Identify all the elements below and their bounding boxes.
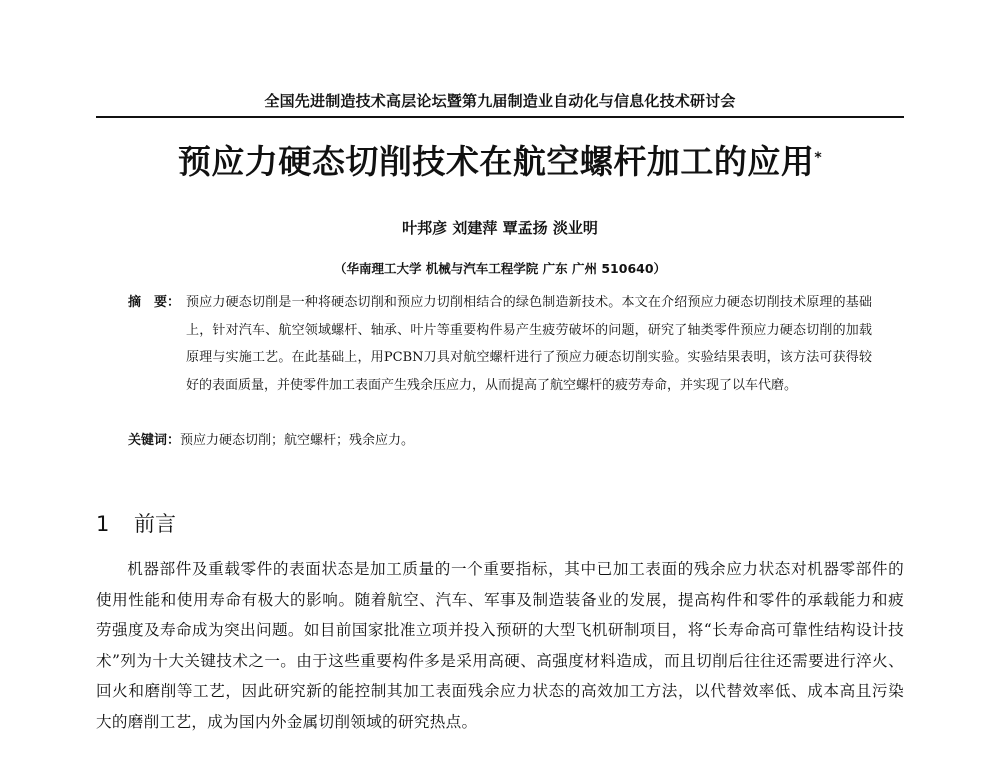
- abstract-text: 预应力硬态切削是一种将硬态切削和预应力切削相结合的绿色制造新技术。本文在介绍预应力硬态切削技术原理的基础上，针对汽车、航空领域螺杆、轴承、叶片等重要构件易产生疲劳破坏的问题，研究了轴类零件预应力硬态切削的加载原理与实施工艺。在此基础上，用PCBN刀具对航空螺杆进行了预应力硬态切削实验。实验结果表明，该方法可获得较好的表面质量，并使零件加工表面产生残余压应力，从而提高了航空螺杆的疲劳寿命，并实现了以车代磨。: [186, 295, 872, 393]
- running-head: 全国先进制造技术高层论坛暨第九届制造业自动化与信息化技术研讨会: [264, 92, 736, 110]
- abstract-label: 摘 要：: [128, 295, 181, 310]
- header-rule: [96, 116, 904, 118]
- paper-title: [96, 136, 904, 188]
- keywords-text: 预应力硬态切削；航空螺杆；残余应力。: [180, 433, 415, 448]
- affiliation: （华南理工大学 机械与汽车工程学院 广东 广州 510640）: [333, 261, 667, 276]
- author-list: 叶邦彦 刘建萍 覃孟扬 淡业明: [402, 219, 598, 237]
- keywords: [128, 429, 872, 453]
- section-title: 前言: [134, 512, 176, 536]
- title-footnote-mark: *: [814, 150, 823, 166]
- section-heading: [96, 508, 176, 540]
- keywords-label: 关键词：: [128, 433, 181, 448]
- paper-title-text: 预应力硬态切削技术在航空螺杆加工的应用: [177, 142, 815, 181]
- section-number: 1: [96, 512, 110, 536]
- abstract: [128, 289, 872, 399]
- body-paragraph: 机器部件及重载零件的表面状态是加工质量的一个重要指标，其中已加工表面的残余应力状态对机器零部件的使用性能和使用寿命有极大的影响。随着航空、汽车、军事及制造装备业的发展，提高构件和零件的承载能力和疲劳强度及寿命成为突出问题。如目前国家批准立项并投入预研的大型飞机研制项目，将“长寿命高可靠性结构设计技术”列为十大关键技术之一。由于这些重要构件多是采用高硬、高强度材料造成，而且切削后往往还需要进行淬火、回火和磨削等工艺，因此研究新的能控制其加工表面残余应力状态的高效加工方法，以代替效率低、成本高且污染大的磨削工艺，成为国内外金属切削领域的研究热点。: [96, 560, 904, 731]
